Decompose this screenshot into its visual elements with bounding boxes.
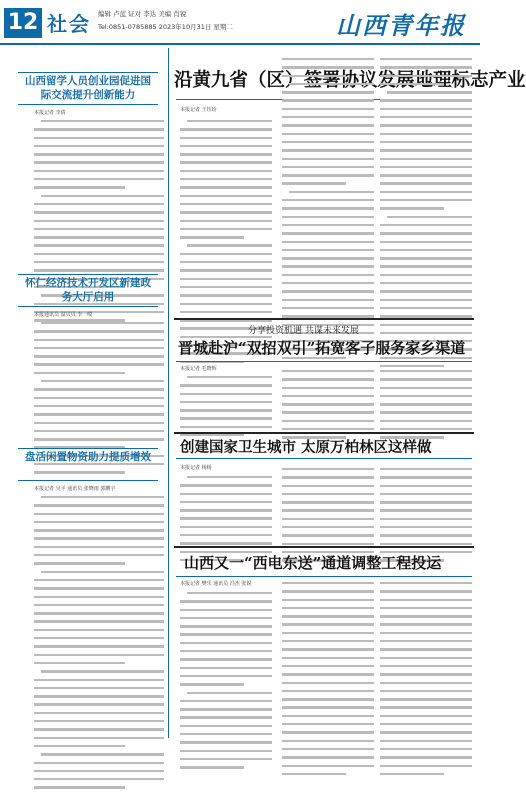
main-story1-body-col3	[380, 56, 472, 310]
main-story4-byline: 本报记者 樊乐 通讯员 冯杰 张锐	[180, 581, 252, 587]
left-story1-byline: 本报记者 李倩	[34, 110, 66, 116]
newspaper-masthead: 山西青年报	[336, 11, 466, 40]
left-story2-title: 怀仁经济技术开发区新建政务大厅启用	[25, 277, 151, 303]
divider	[18, 274, 158, 275]
left-story2-body	[34, 320, 164, 442]
divider	[176, 576, 472, 577]
left-story3-body	[34, 494, 164, 726]
main-story2-title: 晋城赴沪“双招双引”拓宽客子服务家乡渠道	[178, 339, 466, 357]
main-story3-body-col3	[380, 466, 472, 542]
contact-date: Tel:0851-0785885 2023年10月31日 星期二	[98, 23, 233, 31]
divider	[174, 546, 474, 548]
divider	[18, 480, 158, 481]
left-story1-body	[34, 118, 164, 268]
left-story1-title: 山西留学人员创业园促进国际交流提升创新能力	[25, 75, 151, 101]
divider	[174, 432, 474, 434]
main-story4-title: 山西又一“西电东送”通道调整工程投运	[184, 554, 442, 572]
main-story2-body-col1	[180, 374, 272, 426]
main-story1-body-col1	[180, 118, 272, 310]
page-number: 12	[4, 8, 42, 38]
divider	[176, 361, 472, 362]
divider	[176, 458, 472, 459]
left-story3-title: 盘活闲置物资助力提质增效	[25, 451, 151, 463]
main-story4-body-col1	[180, 590, 272, 732]
main-story3-body-col1	[180, 474, 272, 542]
main-story1-byline: 本报记者 王钰玢	[180, 107, 217, 113]
divider	[18, 448, 158, 449]
header-rule	[0, 43, 480, 45]
editor-credits: 编辑 卢蓝 证对 李达 美编 肖锐	[98, 10, 187, 18]
main-story4-body-col3	[380, 580, 472, 732]
divider	[18, 104, 158, 105]
divider	[18, 72, 158, 73]
divider	[18, 306, 158, 307]
section-title: 社会	[47, 12, 91, 36]
main-story4-body-col2	[282, 580, 374, 732]
main-story2-byline: 本报记者 毛晓辉	[180, 366, 217, 372]
left-story2-byline: 本报通讯员 温贝贝 李一嗅	[34, 312, 93, 318]
main-story2-kicker: 分享投资机遇 共谋未来发展	[248, 326, 359, 336]
main-story3-title: 创建国家卫生城市 太原万柏林区这样做	[180, 439, 432, 456]
main-story1-body-col2	[282, 56, 374, 310]
divider	[174, 318, 474, 320]
left-story3-byline: 本报记者 吴平 通讯员 张晓雨 郭鹏宇	[34, 486, 116, 492]
main-story3-byline: 本报记者 杨杨	[180, 465, 212, 471]
main-story2-body-col2	[282, 368, 374, 426]
main-story1-title: 沿黄九省（区）签署协议发展地理标志产业	[174, 70, 526, 91]
main-story3-body-col2	[282, 466, 374, 542]
column-divider	[168, 48, 169, 738]
main-story2-body-col3	[380, 368, 472, 426]
page-header	[0, 0, 480, 44]
